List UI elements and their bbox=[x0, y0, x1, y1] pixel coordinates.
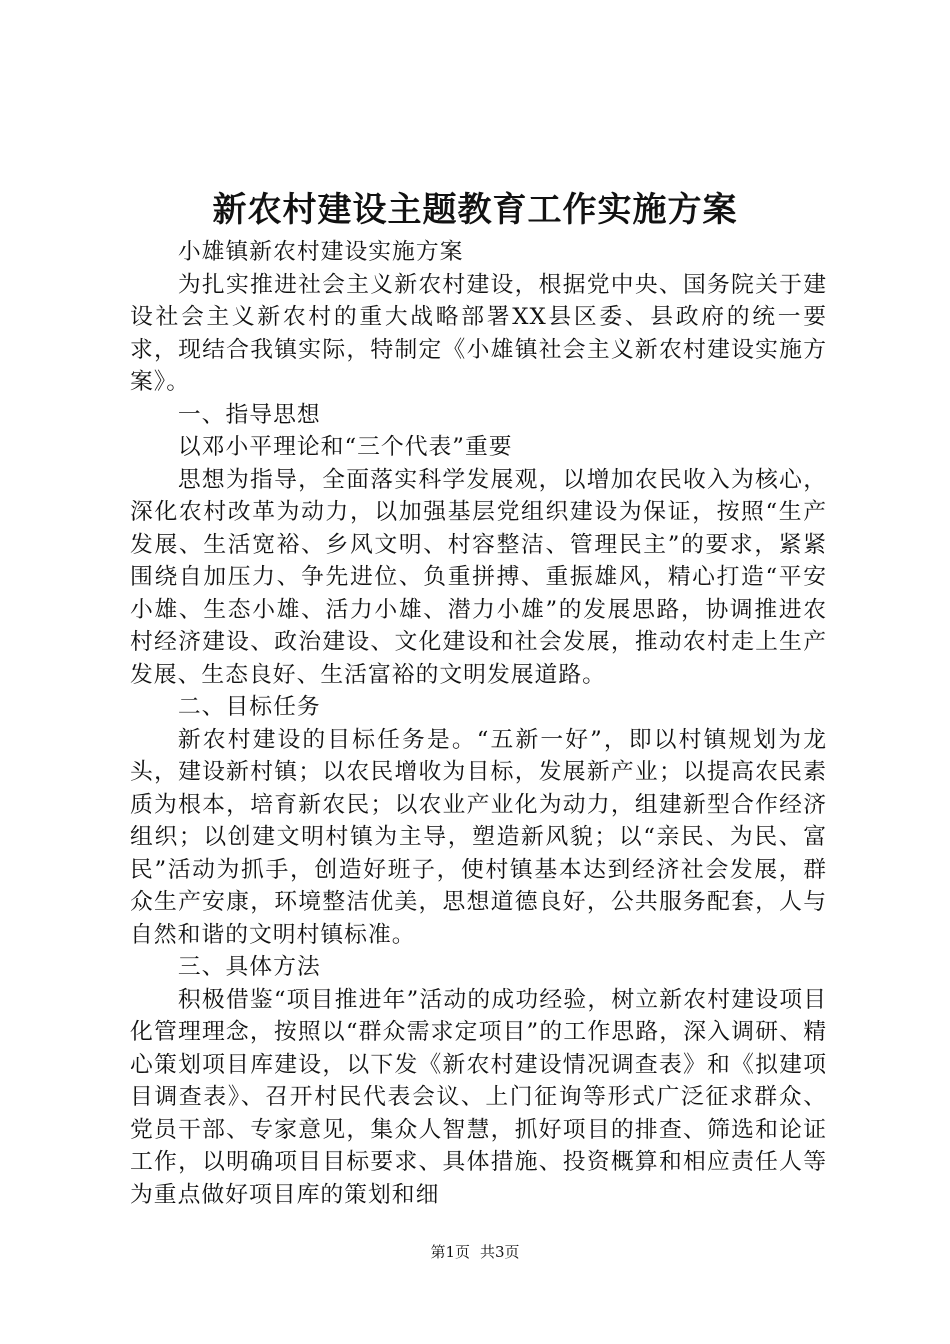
page-total: 共3页 bbox=[480, 1243, 520, 1261]
paragraph-intro: 为扎实推进社会主义新农村建设，根据党中央、国务院关于建设社会主义新农村的重大战略部署XX县区委、县政府的统一要求，现结合我镇实际，特制定《小雄镇社会主义新农村建设实施方案》。 bbox=[130, 271, 827, 395]
document-title: 新农村建设主题教育工作实施方案 bbox=[212, 190, 738, 230]
paragraph-goals: 新农村建设的目标任务是。“五新一好”，即以村镇规划为龙头，建设新村镇；以农民增收为目标，发展新产业；以提高农民素质为根本，培育新农民；以农业产业化为动力，组建新型合作经济组织；以创建文明村镇为主导，塑造新风貌；以“亲民、为民、富民”活动为抓手，创造好班子，使村镇基本达到经济社会发展，群众生产安康，环境整洁优美，思想道德良好，公共服务配套，人与自然和谐的文明村镇标准。 bbox=[130, 726, 827, 948]
page-number: 第1页 bbox=[430, 1243, 470, 1261]
document-body bbox=[130, 236, 827, 1211]
paragraph-guiding-thought-lead: 以邓小平理论和“三个代表”重要 bbox=[177, 434, 513, 460]
paragraph-guiding-thought: 思想为指导，全面落实科学发展观，以增加农民收入为核心，深化农村改革为动力，以加强基层党组织建设为保证，按照“生产发展、生活宽裕、乡风文明、村容整洁、管理民主”的要求，紧紧围绕自加压力、争先进位、负重拼搏、重振雄风，精心打造“平安小雄、生态小雄、活力小雄、潜力小雄”的发展思路，协调推进农村经济建设、政治建设、文化建设和社会发展，推动农村走上生产发展、生态良好、生活富裕的文明发展道路。 bbox=[130, 466, 827, 688]
paragraph-subtitle: 小雄镇新农村建设实施方案 bbox=[177, 239, 464, 265]
page-footer bbox=[0, 1240, 950, 1264]
section-heading-guiding-thought: 一、指导思想 bbox=[177, 401, 321, 428]
section-heading-goals: 二、目标任务 bbox=[177, 694, 321, 720]
section-heading-methods: 三、具体方法 bbox=[177, 954, 321, 980]
paragraph-methods: 积极借鉴“项目推进年”活动的成功经验，树立新农村建设项目化管理理念，按照以“群众需求定项目”的工作思路，深入调研、精心策划项目库建设，以下发《新农村建设情况调查表》和《拟建项目调查表》、召开村民代表会议、上门征询等形式广泛征求群众、党员干部、专家意见，集众人智慧，抓好项目的排查、筛选和论证工作，以明确项目目标要求、具体措施、投资概算和相应责任人等为重点做好项目库的策划和细 bbox=[130, 986, 827, 1208]
